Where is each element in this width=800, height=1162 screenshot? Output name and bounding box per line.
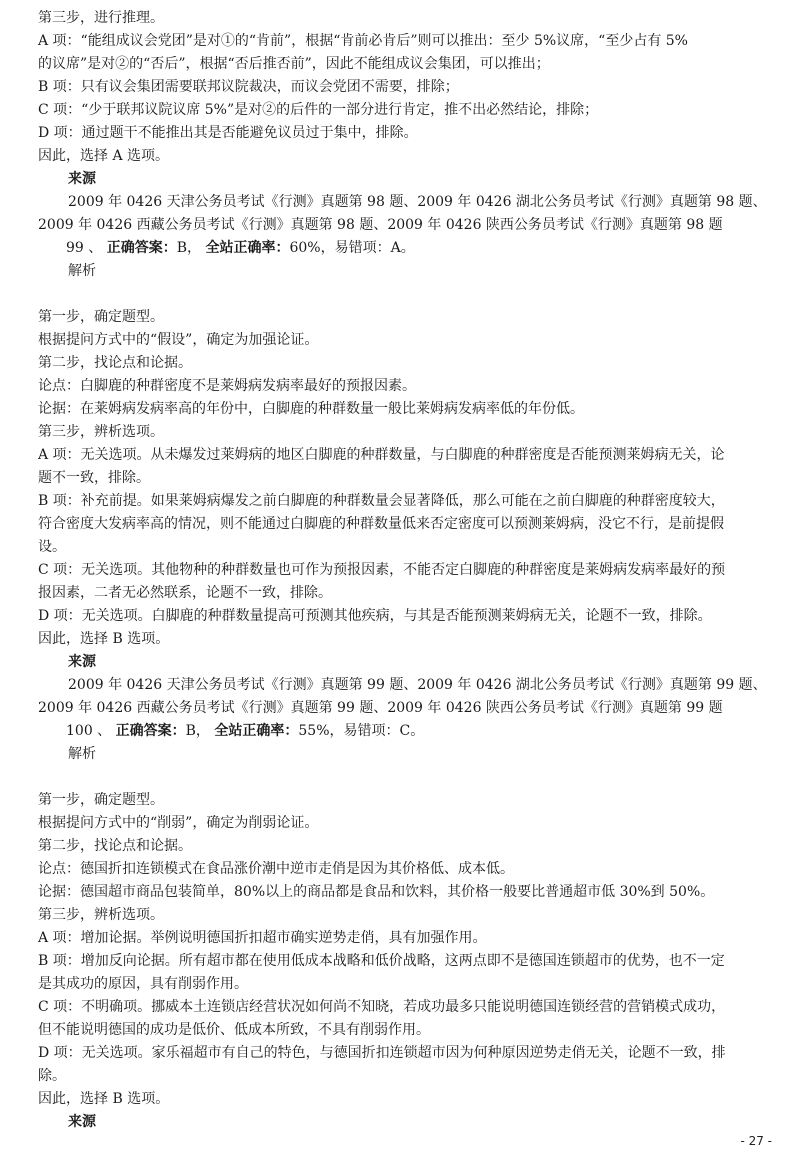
text-line: C 项：无关选项。其他物种的种群数量也可作为预报因素，不能否定白脚鹿的种群密度是莱姆病发病率最好的预 (38, 562, 726, 578)
analysis-label: 解析 (68, 263, 96, 279)
text-line: 论点：德国折扣连锁模式在食品涨价潮中逆市走俏是因为其价格低、成本低。 (38, 861, 514, 877)
answer-meta (38, 237, 780, 260)
text-line: 第三步，辨析选项。 (38, 907, 164, 923)
rate-value: 60%，易错项：A。 (289, 240, 415, 256)
source-heading: 来源 (68, 1114, 96, 1130)
text-line: A 项：增加论据。举例说明德国折扣超市确实逆势走俏，具有加强作用。 (38, 930, 487, 946)
document-page (38, 7, 780, 1134)
text-line: D 项：无关选项。家乐福超市有自己的特色，与德国折扣连锁超市因为何种原因逆势走俏无关，论题不一致，排 (38, 1045, 726, 1061)
source-heading: 来源 (68, 171, 96, 187)
text-line: 因此，选择 B 选项。 (38, 631, 170, 647)
text-line: A 项：无关选项。从未爆发过莱姆病的地区白脚鹿的种群数量，与白脚鹿的种群密度是否能预测莱姆病无关，论 (38, 447, 725, 463)
answer-value: B， (185, 723, 210, 739)
text-line: 报因素，二者无必然联系，论题不一致，排除。 (38, 585, 332, 601)
text-line: 是其成功的原因，具有削弱作用。 (38, 976, 248, 992)
text-line: B 项：增加反向论据。所有超市都在使用低成本战略和低价战略，这两点即不是德国连锁超市的优势，也不一定 (38, 953, 725, 969)
rate-label: 全站正确率： (205, 240, 290, 256)
text-line: 因此，选择 B 选项。 (38, 1091, 170, 1107)
answer-label: 正确答案： (106, 240, 177, 256)
text-line: 但不能说明德国的成功是低价、低成本所致，不具有削弱作用。 (38, 1022, 430, 1038)
rate-value: 55%，易错项：C。 (298, 723, 425, 739)
question-99 (38, 237, 780, 720)
source-line: 2009 年 0426 天津公务员考试《行测》真题第 99 题、2009 年 0426 湖北公务员考试《行测》真题第 99 题、 (68, 677, 767, 693)
text-line: 因此，选择 A 选项。 (38, 148, 170, 164)
answer-label: 正确答案： (115, 723, 186, 739)
text-line: 第三步，辨析选项。 (38, 424, 164, 440)
text-line: 题不一致，排除。 (38, 470, 150, 486)
text-line: 第二步，找论点和论据。 (38, 838, 192, 854)
text-line: 论点：白脚鹿的种群密度不是莱姆病发病率最好的预报因素。 (38, 378, 416, 394)
question-number: 100 、 (66, 723, 112, 739)
answer-value: B， (176, 240, 202, 256)
text-line: A 项：“能组成议会党团”是对①的“肯前”，根据“肯前必肯后”则可以推出：至少 5%议席，“至少占有 5% (38, 33, 688, 49)
text-line: B 项：补充前提。如果莱姆病爆发之前白脚鹿的种群数量会显著降低，那么可能在之前白脚鹿的种群密度较大， (38, 493, 725, 509)
text-line: 第一步，确定题型。 (38, 792, 164, 808)
text-line: 论据：在莱姆病发病率高的年份中，白脚鹿的种群数量一般比莱姆病发病率低的年份低。 (38, 401, 584, 417)
analysis-label: 解析 (68, 746, 96, 762)
source-line: 2009 年 0426 天津公务员考试《行测》真题第 98 题、2009 年 0426 湖北公务员考试《行测》真题第 98 题、 (68, 194, 767, 210)
text-line: 符合密度大发病率高的情况，则不能通过白脚鹿的种群数量低来否定密度可以预测莱姆病，没它不行，是前提假 (38, 516, 724, 532)
text-line: 设。 (38, 539, 66, 555)
question-100 (38, 720, 780, 1134)
text-line: 根据提问方式中的“削弱”，确定为削弱论证。 (38, 815, 319, 831)
text-line: 除。 (38, 1068, 66, 1084)
text-line: 第二步，找论点和论据。 (38, 355, 192, 371)
text-line: 第一步，确定题型。 (38, 309, 164, 325)
page-number: - 27 - (740, 1134, 772, 1148)
q98-analysis-tail (38, 7, 780, 237)
text-line: 的议席”是对②的“否后”，根据“否后推否前”，因此不能组成议会集团，可以推出； (38, 56, 550, 72)
text-line: 论据：德国超市商品包装简单，80%以上的商品都是食品和饮料，其价格一般要比普通超市低 30%到 50%。 (38, 884, 715, 900)
text-line: D 项：通过题干不能推出其是否能避免议员过于集中，排除。 (38, 125, 418, 141)
text-line: C 项：“少于联邦议院议席 5%”是对②的后件的一部分进行肯定，推不出必然结论，排除； (38, 102, 599, 118)
source-line: 2009 年 0426 西藏公务员考试《行测》真题第 98 题、2009 年 0426 陕西公务员考试《行测》真题第 98 题 (38, 217, 723, 233)
rate-label: 全站正确率： (214, 723, 299, 739)
text-line: B 项：只有议会集团需要联邦议院裁决，而议会党团不需要，排除； (38, 79, 459, 95)
text-line: 第三步，进行推理。 (38, 10, 164, 26)
answer-meta (38, 720, 780, 743)
text-line: 根据提问方式中的“假设”，确定为加强论证。 (38, 332, 319, 348)
source-heading: 来源 (68, 654, 96, 670)
question-number: 99 、 (66, 240, 103, 256)
text-line: C 项：不明确项。挪威本土连锁店经营状况如何尚不知晓，若成功最多只能说明德国连锁经营的营销模式成功， (38, 999, 726, 1015)
text-line: D 项：无关选项。白脚鹿的种群数量提高可预测其他疾病，与其是否能预测莱姆病无关，论题不一致，排除。 (38, 608, 712, 624)
source-line: 2009 年 0426 西藏公务员考试《行测》真题第 99 题、2009 年 0426 陕西公务员考试《行测》真题第 99 题 (38, 700, 723, 716)
